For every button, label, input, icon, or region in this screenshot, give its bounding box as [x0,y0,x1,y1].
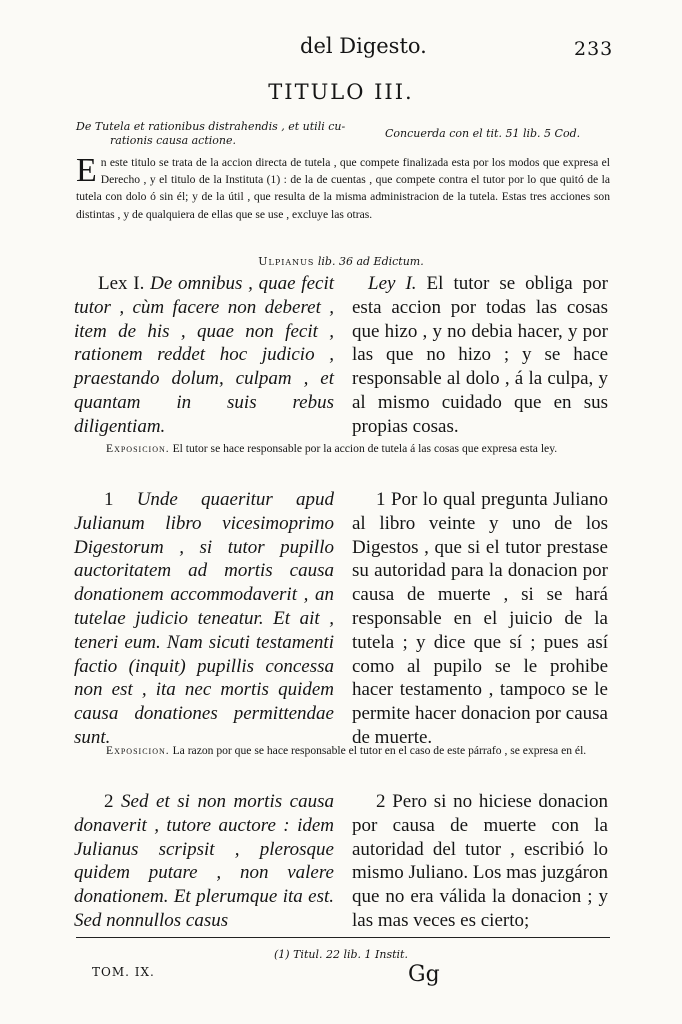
subheading-latin-line1: De Tutela et rationibus distrahendis , et utili cu- [76,120,346,133]
law1-latin [74,272,334,439]
par2-latin [74,790,334,933]
exposition-2-label: Exposicion. [106,744,170,757]
subheading-latin-line2: rationis causa actione. [110,134,236,147]
par2-spanish-number: 2 [376,791,386,812]
par1-spanish-text: Por lo qual pregunta Juliano al libro veinte y uno de los Digestos , que si el tutor prestase su autoridad para la donacion por causa de muerte , si se hará responsable en el juicio de la tutela ; y dice que sí ; pues así como al pupilo se le prohibe hacer testamento , tampoco se le permite hacer donacion por causa de muerte. [352,489,608,748]
title-subheading-latin [76,120,346,148]
par2-latin-text: Sed et si non mortis causa donaverit , tutore auctore : idem Julianus scripsit , plerosque quidem putare , non valere donationem. Et plerumque ita est. Sed nonnullos casus [74,791,334,931]
par2-spanish-text: Pero si no hiciese donacion por causa de muerte con la autoridad del tutor , escribió lo mismo Juliano. Los mas juzgáron que no era válida la donacion ; y las mas veces es cierto; [352,791,608,931]
drop-cap: E [76,152,97,189]
par2-spanish [352,790,608,933]
exposition-1 [76,441,610,457]
law1-latin-text: De omnibus , quae fecit tutor , cùm facere non deberet , item de his , quae non fecit , rationem reddet hoc judicio , praestando dolum, culpam , et quantam in suis rebus diligentiam. [74,273,335,437]
law1-spanish-label: Ley I. [368,273,417,294]
exposition-1-label: Exposicion. [106,442,170,455]
page-number: 233 [574,38,614,60]
footnote: (1) Titul. 22 lib. 1 Instit. [274,948,408,961]
par1-spanish-number: 1 [376,489,386,510]
intro-paragraph [76,154,610,223]
par2-latin-number: 2 [104,791,114,812]
source-reference: lib. 36 ad Edictum. [317,255,424,268]
running-head: del Digesto. [300,34,427,58]
title-subheading-spanish: Concuerda con el tit. 51 lib. 5 Cod. [385,127,581,140]
signature-mark: Gg [408,962,440,987]
par1-latin-number: 1 [104,489,114,510]
par1-latin-text: Unde quaeritur apud Julianum libro vicesimoprimo Digestorum , si tutor pupillo auctoritatem ad mortis causa donationem accommodaverit , an tutelae judicio teneatur. Et ait , teneri eum. Nam sicuti testamenti factio (inquit) pupillis concessa non est , ita nec mortis quidem causa donationes permittendae sunt. [74,489,334,748]
volume-mark: TOM. IX. [92,965,155,979]
footnote-rule [76,937,610,938]
intro-text: n este titulo se trata de la accion directa de tutela , que compete finalizada esta por los modos que expresa el Derecho , y el titulo de la Instituta (1) : de la de cuentas , que compete contra el tutor por lo que quitó de la tutela con dolo ó sin él; y de la útil , que resulta de la misma administracion de la tutela. Estas tres acciones son distintas , y de qualquiera de ellas que se use , excluye las otras. [76,156,610,221]
section-title: TITULO III. [268,80,414,104]
law1-spanish [352,272,608,439]
law1-spanish-text: El tutor se obliga por esta accion por todas las cosas que hizo , y no debia hacer, y por las que no hizo ; y se hace responsable al dolo , á la culpa, y al mismo cuidado que en sus propias cosas. [352,273,609,437]
exposition-1-text: El tutor se hace responsable por la accion de tutela á las cosas que expresa esta ley. [172,442,558,455]
exposition-2-text: La razon por que se hace responsable el tutor en el caso de este párrafo , se expresa en él. [172,744,587,757]
par1-spanish [352,488,608,750]
law1-latin-label: Lex I. [98,273,145,294]
par1-latin [74,488,334,750]
source-citation [0,255,682,268]
exposition-2 [76,743,610,759]
source-author: Ulpianus [258,255,315,268]
